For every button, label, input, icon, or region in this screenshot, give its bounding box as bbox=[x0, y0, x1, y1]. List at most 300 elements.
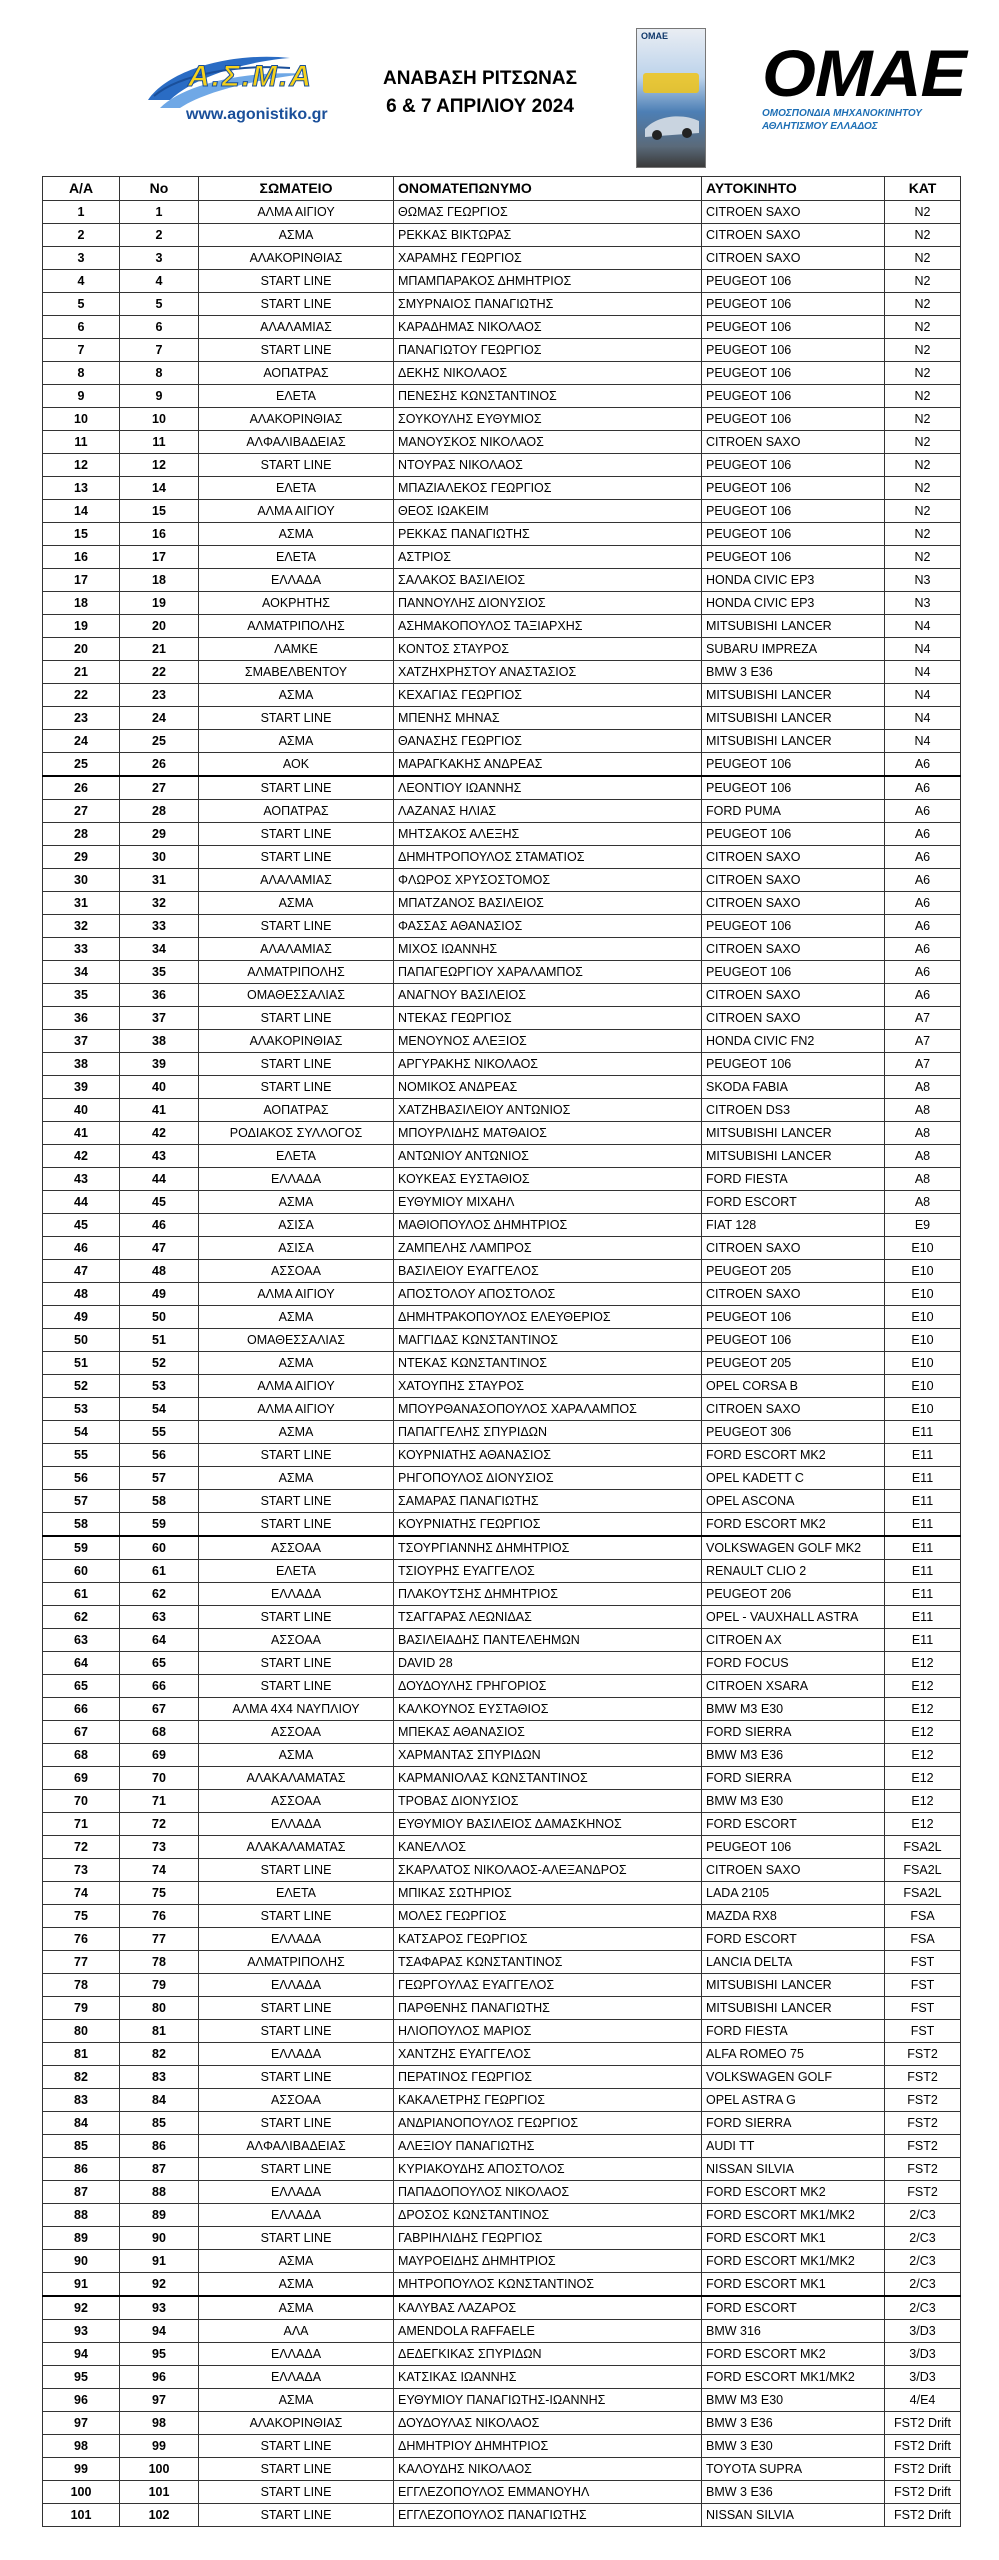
entry-number: 59 bbox=[120, 1513, 199, 1537]
entry-category: 4/E4 bbox=[885, 2389, 961, 2412]
entry-driver: ΔΟΥΔΟΥΛΑΣ ΝΙΚΟΛΑΟΣ bbox=[394, 2412, 702, 2435]
entry-club: ΑΛΜΑΤΡΙΠΟΛΗΣ bbox=[199, 615, 394, 638]
entry-category: A7 bbox=[885, 1007, 961, 1030]
entry-driver: ΔΡΟΣΟΣ ΚΩΝΣΤΑΝΤΙΝΟΣ bbox=[394, 2204, 702, 2227]
entry-order: 24 bbox=[43, 730, 120, 753]
entry-category: N2 bbox=[885, 201, 961, 224]
entry-category: A6 bbox=[885, 915, 961, 938]
table-row bbox=[43, 1698, 961, 1721]
entry-number: 7 bbox=[120, 339, 199, 362]
col-header-club: ΣΩΜΑΤΕΙΟ bbox=[199, 177, 394, 201]
entry-order: 48 bbox=[43, 1283, 120, 1306]
federation-subtitle-2: ΑΘΛΗΤΙΣΜΟΥ ΕΛΛΑΔΟΣ bbox=[762, 121, 878, 132]
entry-club: ΑΣΜΑ bbox=[199, 1467, 394, 1490]
entry-driver: ΔΗΜΗΤΡΟΠΟΥΛΟΣ ΣΤΑΜΑΤΙΟΣ bbox=[394, 846, 702, 869]
entry-car: PEUGEOT 106 bbox=[702, 915, 885, 938]
entry-club: ΑΛΑΚΟΡΙΝΘΙΑΣ bbox=[199, 408, 394, 431]
entry-club: ΑΣΜΑ bbox=[199, 1191, 394, 1214]
entry-club: ΑΣΜΑ bbox=[199, 1421, 394, 1444]
entry-number: 69 bbox=[120, 1744, 199, 1767]
entry-number: 34 bbox=[120, 938, 199, 961]
entry-number: 42 bbox=[120, 1122, 199, 1145]
entry-order: 7 bbox=[43, 339, 120, 362]
entry-club: ΑΣΙΣΑ bbox=[199, 1214, 394, 1237]
entry-category: A6 bbox=[885, 800, 961, 823]
entry-category: E12 bbox=[885, 1721, 961, 1744]
table-row bbox=[43, 938, 961, 961]
table-row bbox=[43, 1214, 961, 1237]
entry-category: E12 bbox=[885, 1790, 961, 1813]
entry-number: 102 bbox=[120, 2504, 199, 2527]
entry-order: 71 bbox=[43, 1813, 120, 1836]
entry-category: FSA2L bbox=[885, 1836, 961, 1859]
entry-number: 56 bbox=[120, 1444, 199, 1467]
table-row bbox=[43, 2020, 961, 2043]
entry-number: 70 bbox=[120, 1767, 199, 1790]
entry-driver: ΘΩΜΑΣ ΓΕΩΡΓΙΟΣ bbox=[394, 201, 702, 224]
entry-car: MITSUBISHI LANCER bbox=[702, 707, 885, 730]
entry-car: PEUGEOT 106 bbox=[702, 293, 885, 316]
entry-club: ΑΛΜΑΤΡΙΠΟΛΗΣ bbox=[199, 1951, 394, 1974]
entry-driver: ΣΚΑΡΛΑΤΟΣ ΝΙΚΟΛΑΟΣ-ΑΛΕΞΑΝΔΡΟΣ bbox=[394, 1859, 702, 1882]
table-row bbox=[43, 961, 961, 984]
entry-driver: ΝΟΜΙΚΟΣ ΑΝΔΡΕΑΣ bbox=[394, 1076, 702, 1099]
entry-order: 84 bbox=[43, 2112, 120, 2135]
entry-car: RENAULT CLIO 2 bbox=[702, 1560, 885, 1583]
entry-car: PEUGEOT 106 bbox=[702, 823, 885, 846]
entry-number: 44 bbox=[120, 1168, 199, 1191]
entry-driver: ΚΕΧΑΓΙΑΣ ΓΕΩΡΓΙΟΣ bbox=[394, 684, 702, 707]
entry-club: START LINE bbox=[199, 339, 394, 362]
entry-club: ΕΛΕΤΑ bbox=[199, 1145, 394, 1168]
entry-category: A6 bbox=[885, 984, 961, 1007]
entry-order: 42 bbox=[43, 1145, 120, 1168]
entry-order: 57 bbox=[43, 1490, 120, 1513]
entry-driver: ΚΟΥΚΕΑΣ ΕΥΣΤΑΘΙΟΣ bbox=[394, 1168, 702, 1191]
entry-category: FST bbox=[885, 1997, 961, 2020]
entry-driver: ΤΣΙΟΥΡΗΣ ΕΥΑΓΓΕΛΟΣ bbox=[394, 1560, 702, 1583]
entry-driver: ΑΡΓΥΡΑΚΗΣ ΝΙΚΟΛΑΟΣ bbox=[394, 1053, 702, 1076]
entry-driver: ΡΕΚΚΑΣ ΒΙΚΤΩΡΑΣ bbox=[394, 224, 702, 247]
entry-category: E12 bbox=[885, 1698, 961, 1721]
entry-car: CITROEN XSARA bbox=[702, 1675, 885, 1698]
entry-category: N2 bbox=[885, 431, 961, 454]
entry-club: START LINE bbox=[199, 454, 394, 477]
entry-category: N2 bbox=[885, 293, 961, 316]
entry-number: 91 bbox=[120, 2250, 199, 2273]
entry-number: 48 bbox=[120, 1260, 199, 1283]
entry-number: 61 bbox=[120, 1560, 199, 1583]
entry-number: 57 bbox=[120, 1467, 199, 1490]
entry-number: 84 bbox=[120, 2089, 199, 2112]
entry-driver: ΣΑΜΑΡΑΣ ΠΑΝΑΓΙΩΤΗΣ bbox=[394, 1490, 702, 1513]
table-row bbox=[43, 1122, 961, 1145]
document-header bbox=[0, 0, 999, 175]
entry-club: ΑΣΜΑ bbox=[199, 1306, 394, 1329]
entry-driver: ΚΟΝΤΟΣ ΣΤΑΥΡΟΣ bbox=[394, 638, 702, 661]
entry-category: A8 bbox=[885, 1076, 961, 1099]
entry-category: 2/C3 bbox=[885, 2227, 961, 2250]
entry-car: PEUGEOT 106 bbox=[702, 454, 885, 477]
entry-category: E11 bbox=[885, 1606, 961, 1629]
entry-car: MITSUBISHI LANCER bbox=[702, 1122, 885, 1145]
entry-car: AUDI TT bbox=[702, 2135, 885, 2158]
entry-order: 74 bbox=[43, 1882, 120, 1905]
entry-car: MITSUBISHI LANCER bbox=[702, 615, 885, 638]
entry-order: 31 bbox=[43, 892, 120, 915]
entry-club: ΕΛΛΑΔΑ bbox=[199, 2204, 394, 2227]
entry-category: FST2 bbox=[885, 2181, 961, 2204]
entry-order: 95 bbox=[43, 2366, 120, 2389]
entry-car: LADA 2105 bbox=[702, 1882, 885, 1905]
entry-order: 86 bbox=[43, 2158, 120, 2181]
entry-club: ΕΛΕΤΑ bbox=[199, 1882, 394, 1905]
entry-order: 41 bbox=[43, 1122, 120, 1145]
entry-driver: ΑΝΤΩΝΙΟΥ ΑΝΤΩΝΙΟΣ bbox=[394, 1145, 702, 1168]
table-row bbox=[43, 1030, 961, 1053]
entry-number: 82 bbox=[120, 2043, 199, 2066]
entry-driver: ΕΓΓΛΕΖΟΠΟΥΛΟΣ ΠΑΝΑΓΙΩΤΗΣ bbox=[394, 2504, 702, 2527]
entry-category: FST2 bbox=[885, 2066, 961, 2089]
entry-driver: ΑΝΑΓΝΟΥ ΒΑΣΙΛΕΙΟΣ bbox=[394, 984, 702, 1007]
entry-category: A6 bbox=[885, 938, 961, 961]
entry-driver: ΤΡΟΒΑΣ ΔΙΟΝΥΣΙΟΣ bbox=[394, 1790, 702, 1813]
entry-driver: ΜΙΧΟΣ ΙΩΑΝΝΗΣ bbox=[394, 938, 702, 961]
entry-driver: ΠΑΠΑΓΓΕΛΗΣ ΣΠΥΡΙΔΩΝ bbox=[394, 1421, 702, 1444]
entry-club: ΑΛΑΛΑΜΙΑΣ bbox=[199, 869, 394, 892]
entry-car: FORD ESCORT bbox=[702, 1928, 885, 1951]
entry-club: START LINE bbox=[199, 2020, 394, 2043]
entry-driver: ΓΑΒΡΙΗΛΙΔΗΣ ΓΕΩΡΓΙΟΣ bbox=[394, 2227, 702, 2250]
entry-driver: ΑΛΕΞΙΟΥ ΠΑΝΑΓΙΩΤΗΣ bbox=[394, 2135, 702, 2158]
entry-driver: ΜΠΑΤΖΑΝΟΣ ΒΑΣΙΛΕΙΟΣ bbox=[394, 892, 702, 915]
entry-car: BMW M3 E30 bbox=[702, 1790, 885, 1813]
table-row bbox=[43, 2089, 961, 2112]
entry-category: A6 bbox=[885, 846, 961, 869]
entry-club: ΑΛΜΑ ΑΙΓΙΟΥ bbox=[199, 500, 394, 523]
entry-number: 47 bbox=[120, 1237, 199, 1260]
entry-category: N4 bbox=[885, 684, 961, 707]
table-row bbox=[43, 1237, 961, 1260]
entry-category: A6 bbox=[885, 892, 961, 915]
entry-category: FSA2L bbox=[885, 1859, 961, 1882]
entry-order: 4 bbox=[43, 270, 120, 293]
entry-number: 49 bbox=[120, 1283, 199, 1306]
table-row bbox=[43, 1905, 961, 1928]
entry-order: 12 bbox=[43, 454, 120, 477]
entry-number: 31 bbox=[120, 869, 199, 892]
entry-number: 6 bbox=[120, 316, 199, 339]
entry-order: 39 bbox=[43, 1076, 120, 1099]
entry-driver: ΚΑΡΜΑΝΙΟΛΑΣ ΚΩΝΣΤΑΝΤΙΝΟΣ bbox=[394, 1767, 702, 1790]
entry-driver: DAVID 28 bbox=[394, 1652, 702, 1675]
entry-number: 64 bbox=[120, 1629, 199, 1652]
entry-category: N2 bbox=[885, 247, 961, 270]
entry-club: ΑΛΜΑ ΑΙΓΙΟΥ bbox=[199, 1375, 394, 1398]
col-header-aa: Α/Α bbox=[43, 177, 120, 201]
entry-club: ΕΛΕΤΑ bbox=[199, 385, 394, 408]
table-row bbox=[43, 523, 961, 546]
entry-car: FORD ESCORT MK2 bbox=[702, 2343, 885, 2366]
federation-subtitle-1: ΟΜΟΣΠΟΝΔΙΑ ΜΗΧΑΝΟΚΙΝΗΤΟΥ bbox=[762, 108, 922, 119]
entry-order: 30 bbox=[43, 869, 120, 892]
entry-order: 21 bbox=[43, 661, 120, 684]
entry-club: ΑΣΜΑ bbox=[199, 2296, 394, 2320]
entry-driver: ΚΑΝΕΛΛΟΣ bbox=[394, 1836, 702, 1859]
entry-number: 10 bbox=[120, 408, 199, 431]
entry-car: OPEL KADETT C bbox=[702, 1467, 885, 1490]
entry-car: PEUGEOT 106 bbox=[702, 408, 885, 431]
table-row bbox=[43, 1329, 961, 1352]
entry-club: ΑΣΣΟΑΑ bbox=[199, 1536, 394, 1560]
entry-order: 80 bbox=[43, 2020, 120, 2043]
entry-order: 50 bbox=[43, 1329, 120, 1352]
entry-club: START LINE bbox=[199, 1513, 394, 1537]
table-row bbox=[43, 2273, 961, 2297]
entry-club: ΕΛΕΤΑ bbox=[199, 477, 394, 500]
entry-category: 3/D3 bbox=[885, 2343, 961, 2366]
entry-driver: ΜΕΝΟΥΝΟΣ ΑΛΕΞΙΟΣ bbox=[394, 1030, 702, 1053]
entry-club: START LINE bbox=[199, 707, 394, 730]
entry-number: 66 bbox=[120, 1675, 199, 1698]
table-row bbox=[43, 316, 961, 339]
table-row bbox=[43, 2043, 961, 2066]
entry-number: 45 bbox=[120, 1191, 199, 1214]
entry-category: FSA bbox=[885, 1928, 961, 1951]
entry-category: N3 bbox=[885, 592, 961, 615]
table-row bbox=[43, 638, 961, 661]
table-row bbox=[43, 385, 961, 408]
entry-number: 33 bbox=[120, 915, 199, 938]
entry-number: 94 bbox=[120, 2320, 199, 2343]
entry-category: E11 bbox=[885, 1467, 961, 1490]
entry-number: 89 bbox=[120, 2204, 199, 2227]
entry-car: BMW M3 E30 bbox=[702, 2389, 885, 2412]
entry-club: ΕΛΛΑΔΑ bbox=[199, 2366, 394, 2389]
entry-order: 87 bbox=[43, 2181, 120, 2204]
table-row bbox=[43, 1997, 961, 2020]
entry-driver: ΒΑΣΙΛΕΙΟΥ ΕΥΑΓΓΕΛΟΣ bbox=[394, 1260, 702, 1283]
entry-car: PEUGEOT 205 bbox=[702, 1260, 885, 1283]
entry-order: 5 bbox=[43, 293, 120, 316]
entry-driver: ΒΑΣΙΛΕΙΑΔΗΣ ΠΑΝΤΕΛΕΗΜΩΝ bbox=[394, 1629, 702, 1652]
table-row bbox=[43, 2296, 961, 2320]
entry-order: 90 bbox=[43, 2250, 120, 2273]
entry-club: ΑΣΣΟΑΑ bbox=[199, 1629, 394, 1652]
entry-category: E10 bbox=[885, 1352, 961, 1375]
table-row bbox=[43, 661, 961, 684]
entry-car: CITROEN SAXO bbox=[702, 984, 885, 1007]
entry-category: A6 bbox=[885, 869, 961, 892]
entry-number: 23 bbox=[120, 684, 199, 707]
entry-club: START LINE bbox=[199, 1007, 394, 1030]
entry-driver: ΑΣΗΜΑΚΟΠΟΥΛΟΣ ΤΑΞΙΑΡΧΗΣ bbox=[394, 615, 702, 638]
entry-number: 60 bbox=[120, 1536, 199, 1560]
entry-category: N2 bbox=[885, 316, 961, 339]
table-row bbox=[43, 2320, 961, 2343]
entry-category: E10 bbox=[885, 1398, 961, 1421]
entry-category: E10 bbox=[885, 1375, 961, 1398]
entry-club: START LINE bbox=[199, 1905, 394, 1928]
entry-club: ΑΛΑΚΟΡΙΝΘΙΑΣ bbox=[199, 247, 394, 270]
entry-club: START LINE bbox=[199, 1053, 394, 1076]
table-row bbox=[43, 1836, 961, 1859]
entry-number: 86 bbox=[120, 2135, 199, 2158]
entry-number: 79 bbox=[120, 1974, 199, 1997]
entry-number: 58 bbox=[120, 1490, 199, 1513]
table-row bbox=[43, 247, 961, 270]
entry-driver: ΝΤΕΚΑΣ ΓΕΩΡΓΙΟΣ bbox=[394, 1007, 702, 1030]
entry-club: ΑΛΜΑ ΑΙΓΙΟΥ bbox=[199, 1283, 394, 1306]
entry-car: TOYOTA SUPRA bbox=[702, 2458, 885, 2481]
entry-number: 25 bbox=[120, 730, 199, 753]
entry-driver: ΧΑΡΜΑΝΤΑΣ ΣΠΥΡΙΔΩΝ bbox=[394, 1744, 702, 1767]
entry-club: ΕΛΛΑΔΑ bbox=[199, 1168, 394, 1191]
entry-club: ΣΜΑΒΕΛΒΕΝΤΟΥ bbox=[199, 661, 394, 684]
entry-club: ΑΛΜΑ 4Χ4 ΝΑΥΠΛΙΟΥ bbox=[199, 1698, 394, 1721]
entry-category: A8 bbox=[885, 1122, 961, 1145]
event-dates: 6 & 7 ΑΠΡΙΛΙΟΥ 2024 bbox=[386, 96, 574, 117]
entry-order: 92 bbox=[43, 2296, 120, 2320]
entry-club: ΑΛΦΑΛΙΒΑΔΕΙΑΣ bbox=[199, 431, 394, 454]
entry-number: 77 bbox=[120, 1928, 199, 1951]
entry-category: N4 bbox=[885, 615, 961, 638]
entry-driver: ΜΠΕΝΗΣ ΜΗΝΑΣ bbox=[394, 707, 702, 730]
entry-driver: ΧΑΡΑΜΗΣ ΓΕΩΡΓΙΟΣ bbox=[394, 247, 702, 270]
entry-category: N2 bbox=[885, 362, 961, 385]
entry-category: E11 bbox=[885, 1560, 961, 1583]
entry-club: ΕΛΛΑΔΑ bbox=[199, 2043, 394, 2066]
entry-driver: ΠΛΑΚΟΥΤΣΗΣ ΔΗΜΗΤΡΙΟΣ bbox=[394, 1583, 702, 1606]
entry-category: FSA2L bbox=[885, 1882, 961, 1905]
entry-driver: ΗΛΙΟΠΟΥΛΟΣ ΜΑΡΙΟΣ bbox=[394, 2020, 702, 2043]
entry-car: CITROEN SAXO bbox=[702, 1283, 885, 1306]
table-row bbox=[43, 1583, 961, 1606]
entry-category: N2 bbox=[885, 454, 961, 477]
entry-car: FORD FOCUS bbox=[702, 1652, 885, 1675]
table-row bbox=[43, 2158, 961, 2181]
entry-order: 83 bbox=[43, 2089, 120, 2112]
table-row bbox=[43, 823, 961, 846]
entry-driver: ΔΕΚΗΣ ΝΙΚΟΛΑΟΣ bbox=[394, 362, 702, 385]
entry-driver: ΠΑΠΑΓΕΩΡΓΙΟΥ ΧΑΡΑΛΑΜΠΟΣ bbox=[394, 961, 702, 984]
entry-driver: ΚΑΛΚΟΥΝΟΣ ΕΥΣΤΑΘΙΟΣ bbox=[394, 1698, 702, 1721]
entry-car: HONDA CIVIC EP3 bbox=[702, 569, 885, 592]
entry-order: 70 bbox=[43, 1790, 120, 1813]
entry-order: 17 bbox=[43, 569, 120, 592]
entry-car: FORD ESCORT bbox=[702, 1191, 885, 1214]
entry-order: 89 bbox=[43, 2227, 120, 2250]
table-row bbox=[43, 1007, 961, 1030]
entry-order: 73 bbox=[43, 1859, 120, 1882]
entry-club: START LINE bbox=[199, 915, 394, 938]
entry-number: 52 bbox=[120, 1352, 199, 1375]
table-row bbox=[43, 431, 961, 454]
entry-category: 2/C3 bbox=[885, 2296, 961, 2320]
table-row bbox=[43, 892, 961, 915]
entry-car: ALFA ROMEO 75 bbox=[702, 2043, 885, 2066]
entry-car: CITROEN SAXO bbox=[702, 224, 885, 247]
entry-car: PEUGEOT 106 bbox=[702, 776, 885, 800]
entry-order: 6 bbox=[43, 316, 120, 339]
entry-club: ΑΣΜΑ bbox=[199, 892, 394, 915]
entry-driver: ΑΣΤΡΙΟΣ bbox=[394, 546, 702, 569]
table-row bbox=[43, 984, 961, 1007]
club-logo bbox=[140, 38, 350, 138]
entry-driver: ΠΑΠΑΔΟΠΟΥΛΟΣ ΝΙΚΟΛΑΟΣ bbox=[394, 2181, 702, 2204]
entry-car: LANCIA DELTA bbox=[702, 1951, 885, 1974]
entry-order: 52 bbox=[43, 1375, 120, 1398]
entry-number: 28 bbox=[120, 800, 199, 823]
table-row bbox=[43, 1928, 961, 1951]
table-row bbox=[43, 1813, 961, 1836]
entry-order: 18 bbox=[43, 592, 120, 615]
entry-driver: ΜΑΡΑΓΚΑΚΗΣ ΑΝΔΡΕΑΣ bbox=[394, 753, 702, 777]
entry-order: 23 bbox=[43, 707, 120, 730]
entry-car: CITROEN SAXO bbox=[702, 201, 885, 224]
entry-car: FORD ESCORT MK1 bbox=[702, 2227, 885, 2250]
entry-club: ΑΣΜΑ bbox=[199, 1744, 394, 1767]
entry-club: START LINE bbox=[199, 776, 394, 800]
entry-order: 66 bbox=[43, 1698, 120, 1721]
entry-number: 67 bbox=[120, 1698, 199, 1721]
entry-number: 18 bbox=[120, 569, 199, 592]
entry-driver: ΜΑΝΟΥΣΚΟΣ ΝΙΚΟΛΑΟΣ bbox=[394, 431, 702, 454]
entry-category: E12 bbox=[885, 1744, 961, 1767]
entry-order: 11 bbox=[43, 431, 120, 454]
entry-list-table bbox=[42, 176, 961, 2527]
table-row bbox=[43, 569, 961, 592]
entry-order: 26 bbox=[43, 776, 120, 800]
table-row bbox=[43, 1490, 961, 1513]
entry-driver: ΚΑΚΑΛΕΤΡΗΣ ΓΕΩΡΓΙΟΣ bbox=[394, 2089, 702, 2112]
entry-club: ΕΛΕΤΑ bbox=[199, 1560, 394, 1583]
entry-driver: ΚΑΛΥΒΑΣ ΛΑΖΑΡΟΣ bbox=[394, 2296, 702, 2320]
table-row bbox=[43, 362, 961, 385]
table-row bbox=[43, 1191, 961, 1214]
entry-order: 10 bbox=[43, 408, 120, 431]
entry-car: PEUGEOT 106 bbox=[702, 477, 885, 500]
entry-club: ΑΛΑΛΑΜΙΑΣ bbox=[199, 938, 394, 961]
table-row bbox=[43, 1053, 961, 1076]
entry-number: 88 bbox=[120, 2181, 199, 2204]
entry-driver: ΠΑΡΘΕΝΗΣ ΠΑΝΑΓΙΩΤΗΣ bbox=[394, 1997, 702, 2020]
entry-driver: ΧΑΤΖΗΧΡΗΣΤΟΥ ΑΝΑΣΤΑΣΙΟΣ bbox=[394, 661, 702, 684]
entry-category: E12 bbox=[885, 1767, 961, 1790]
entry-category: E11 bbox=[885, 1513, 961, 1537]
entry-club: ΑΛΑΚΑΛΑΜΑΤΑΣ bbox=[199, 1836, 394, 1859]
entry-car: PEUGEOT 106 bbox=[702, 1836, 885, 1859]
entry-club: ΑΛΜΑ ΑΙΓΙΟΥ bbox=[199, 1398, 394, 1421]
entry-order: 29 bbox=[43, 846, 120, 869]
entry-order: 28 bbox=[43, 823, 120, 846]
entry-order: 67 bbox=[43, 1721, 120, 1744]
entry-order: 93 bbox=[43, 2320, 120, 2343]
entry-number: 62 bbox=[120, 1583, 199, 1606]
entry-car: PEUGEOT 106 bbox=[702, 270, 885, 293]
entry-order: 3 bbox=[43, 247, 120, 270]
entry-category: A6 bbox=[885, 961, 961, 984]
entry-order: 96 bbox=[43, 2389, 120, 2412]
entry-car: FORD ESCORT bbox=[702, 2296, 885, 2320]
entry-order: 58 bbox=[43, 1513, 120, 1537]
table-row bbox=[43, 546, 961, 569]
table-row bbox=[43, 776, 961, 800]
table-row bbox=[43, 408, 961, 431]
entry-order: 8 bbox=[43, 362, 120, 385]
entry-driver: ΦΑΣΣΑΣ ΑΘΑΝΑΣΙΟΣ bbox=[394, 915, 702, 938]
entry-category: 2/C3 bbox=[885, 2273, 961, 2297]
